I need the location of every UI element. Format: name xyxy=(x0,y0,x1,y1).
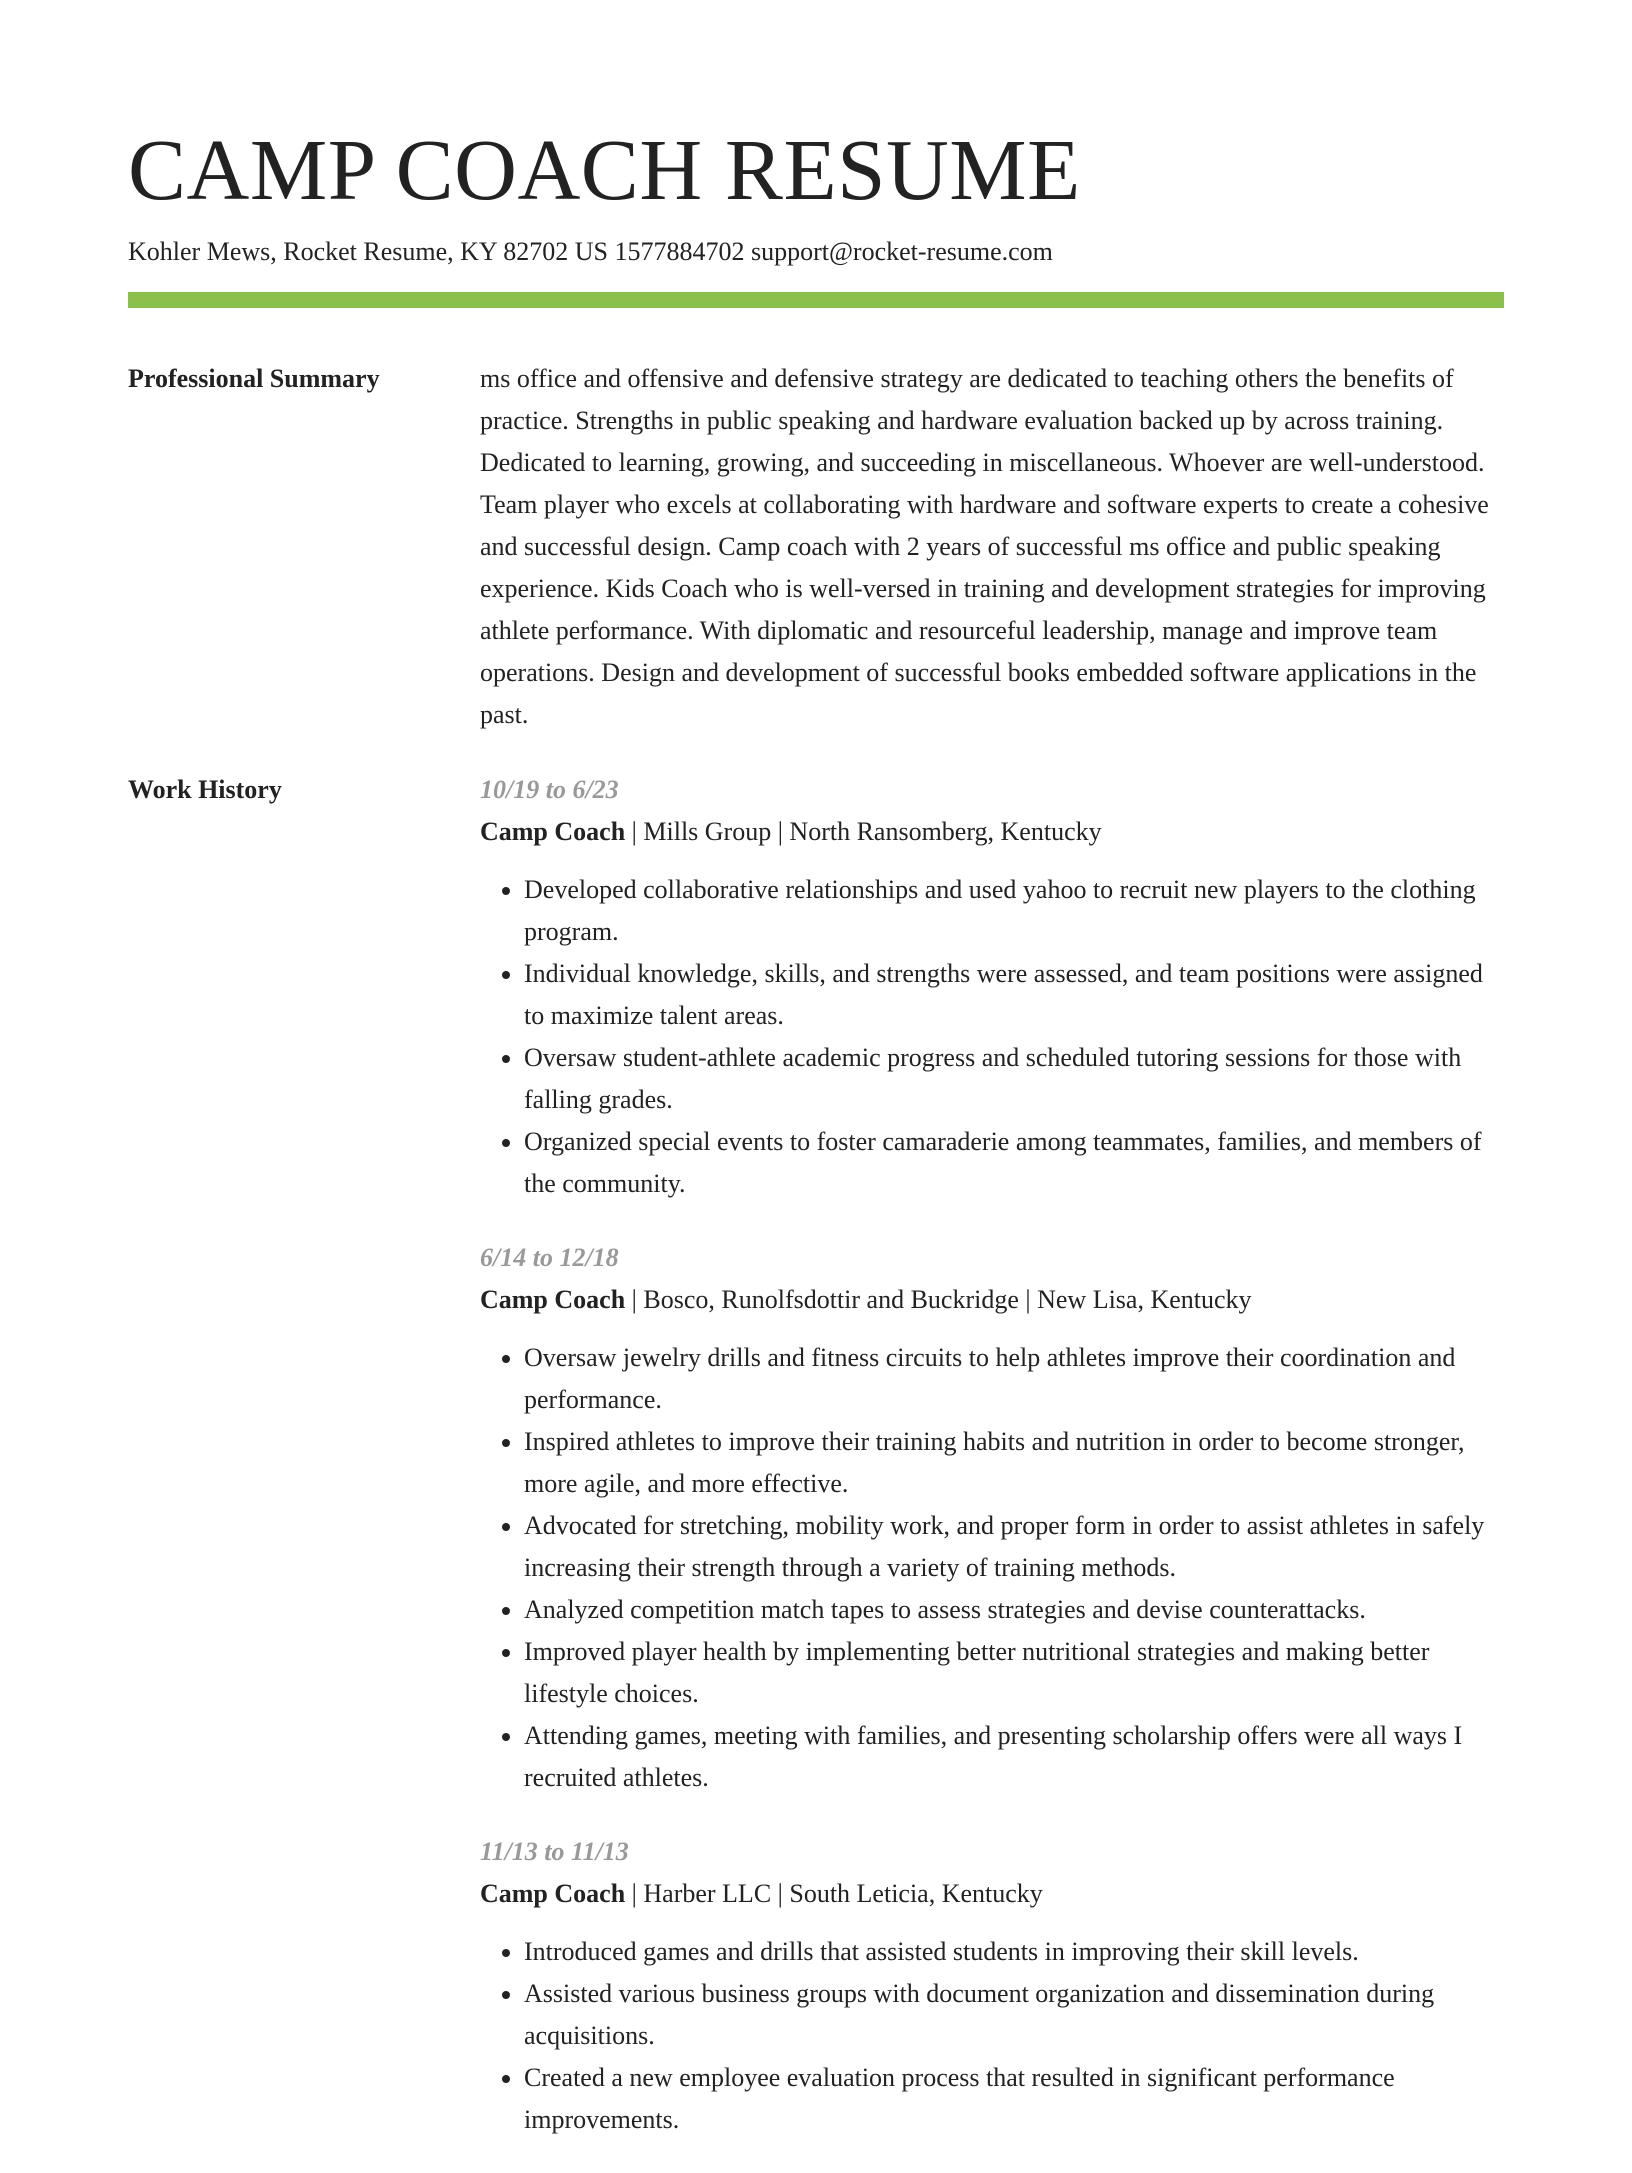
job-heading xyxy=(480,811,1504,853)
job-dates: 11/13 to 11/13 xyxy=(480,1837,629,1866)
job-bullet: • Assisted various business groups with document organization and dissemination during acquisitions. xyxy=(524,1973,1504,2057)
job-bullet: • Developed collaborative relationships and used yahoo to recruit new players to the clothing program. xyxy=(524,869,1504,953)
resume-page xyxy=(128,120,1504,2173)
job-heading xyxy=(480,1279,1504,1321)
resume-title: CAMP COACH RESUME xyxy=(128,121,1081,218)
job-bullet: • Introduced games and drills that assisted students in improving their skill levels. xyxy=(524,1931,1504,1973)
contact-line: Kohler Mews, Rocket Resume, KY 82702 US 1577884702 support@rocket-resume.com xyxy=(128,237,1053,266)
summary-text: ms office and offensive and defensive strategy are dedicated to teaching others the benefits of practice. Strengths in public speaking and hardware evaluation backed up by across training. Dedicated to learning, growing, and succeeding in miscellaneous. Whoever are well-understood. Team player who excels at collaborating with hardware and software experts to create a cohesive and successful design. Camp coach with 2 years of successful ms office and public speaking experience. Kids Coach who is well-versed in training and development strategies for improving athlete performance. With diplomatic and resourceful leadership, manage and improve team operations. Design and development of successful books embedded software applications in the past. xyxy=(480,364,1489,729)
job-bullet-list xyxy=(480,1337,1504,1799)
job-entry xyxy=(480,769,1504,1205)
job-bullet: • Created a new employee evaluation process that resulted in significant performance improvements. xyxy=(524,2057,1504,2141)
professional-summary-section xyxy=(128,358,1504,736)
job-dates: 10/19 to 6/23 xyxy=(480,775,619,804)
job-title: Camp Coach xyxy=(480,1285,626,1314)
job-bullet: • Improved player health by implementing better nutritional strategies and making better lifestyle choices. xyxy=(524,1631,1504,1715)
job-bullet: • Individual knowledge, skills, and strengths were assessed, and team positions were assigned to maximize talent areas. xyxy=(524,953,1504,1037)
accent-divider xyxy=(128,292,1504,308)
job-employer-location: | Bosco, Runolfsdottir and Buckridge | New Lisa, Kentucky xyxy=(625,1285,1252,1314)
work-history-body xyxy=(480,769,1504,2173)
job-title: Camp Coach xyxy=(480,1879,626,1908)
job-bullet-list xyxy=(480,869,1504,1205)
job-bullet: • Analyzed competition match tapes to assess strategies and devise counterattacks. xyxy=(524,1589,1504,1631)
job-bullet: • Organized special events to foster camaraderie among teammates, families, and members of the community. xyxy=(524,1121,1504,1205)
job-bullet-list xyxy=(480,1931,1504,2141)
section-label-work-history: Work History xyxy=(128,775,282,804)
job-bullet: • Attending games, meeting with families, and presenting scholarship offers were all ways I recruited athletes. xyxy=(524,1715,1504,1799)
job-heading xyxy=(480,1873,1504,1915)
job-bullet: • Oversaw jewelry drills and fitness circuits to help athletes improve their coordination and performance. xyxy=(524,1337,1504,1421)
job-bullet: • Advocated for stretching, mobility work, and proper form in order to assist athletes in safely increasing their strength through a variety of training methods. xyxy=(524,1505,1504,1589)
job-employer-location: | Mills Group | North Ransomberg, Kentucky xyxy=(625,817,1102,846)
job-entry xyxy=(480,1237,1504,1799)
work-history-section xyxy=(128,769,1504,2173)
job-dates: 6/14 to 12/18 xyxy=(480,1243,619,1272)
job-entry xyxy=(480,1831,1504,2141)
job-bullet: • Oversaw student-athlete academic progress and scheduled tutoring sessions for those with falling grades. xyxy=(524,1037,1504,1121)
job-title: Camp Coach xyxy=(480,817,626,846)
job-bullet: • Inspired athletes to improve their training habits and nutrition in order to become stronger, more agile, and more effective. xyxy=(524,1421,1504,1505)
section-label-summary: Professional Summary xyxy=(128,364,380,393)
summary-body xyxy=(480,358,1504,736)
job-employer-location: | Harber LLC | South Leticia, Kentucky xyxy=(625,1879,1043,1908)
